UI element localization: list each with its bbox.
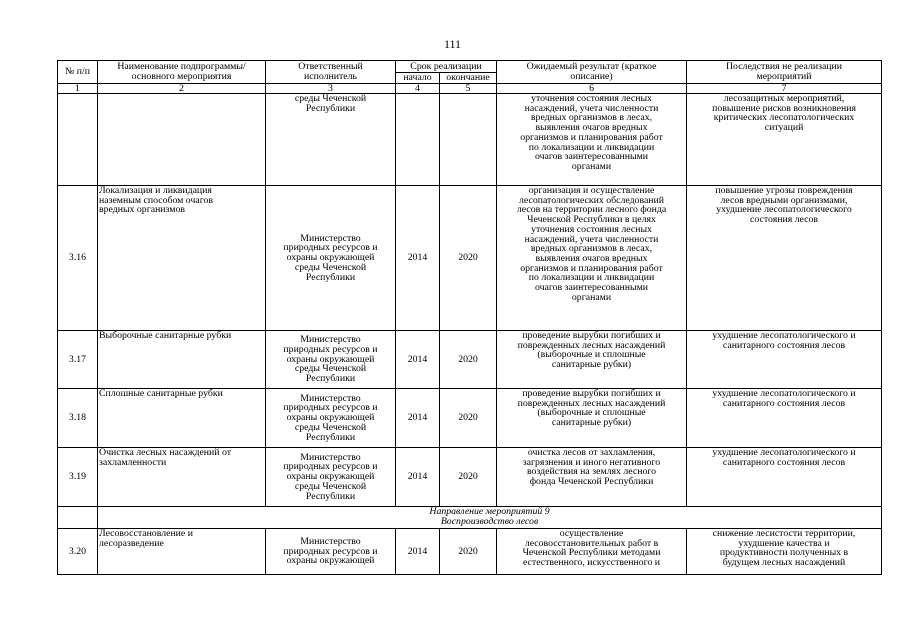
col-number: 4 bbox=[396, 84, 440, 94]
row-result-cell: осуществление лесовосстановительных работ в Чеченской Республики методами естественного, искусственного и bbox=[497, 529, 687, 575]
row-result-cell: очистка лесов от захламления, загрязнения и иного негативного воздействия на землях лесного фонда Чеченской Республики bbox=[497, 448, 687, 507]
table-row bbox=[58, 529, 882, 575]
col-number: 2 bbox=[98, 84, 266, 94]
row-name-cell: Локализация и ликвидация наземным способом очагов вредных организмов bbox=[98, 186, 266, 331]
cont-consequences-cell: лесозащитных мероприятий, повышение рисков возникновения критических лесопатологических ситуаций bbox=[687, 94, 882, 186]
header-row bbox=[58, 61, 882, 73]
column-numbers-row bbox=[58, 84, 882, 94]
row-num-cell: 3.17 bbox=[58, 331, 98, 389]
col-num-header: № п/п bbox=[58, 61, 98, 84]
table-row bbox=[58, 389, 882, 448]
row-end-cell: 2020 bbox=[440, 186, 497, 331]
row-num-cell: 3.18 bbox=[58, 389, 98, 448]
col-number: 6 bbox=[497, 84, 687, 94]
row-resp-cell: Министерство природных ресурсов и охраны окружающей среды Чеченской Республики bbox=[266, 331, 396, 389]
section-row bbox=[58, 507, 882, 529]
row-end-cell: 2020 bbox=[440, 448, 497, 507]
row-name-cell: Выборочные санитарные рубки bbox=[98, 331, 266, 389]
col-name-header: Наименование подпрограммы/ основного мероприятия bbox=[98, 61, 266, 84]
col-start-header: начало bbox=[396, 73, 440, 84]
row-consequences-cell: ухудшение лесопатологического и санитарного состояния лесов bbox=[687, 448, 882, 507]
page-number: 111 bbox=[443, 37, 462, 51]
col-number: 5 bbox=[440, 84, 497, 94]
continuation-row bbox=[58, 94, 882, 186]
section-heading bbox=[98, 507, 882, 529]
row-resp-cell: Министерство природных ресурсов и охраны окружающей bbox=[266, 529, 396, 575]
row-name-cell: Лесовосстановление и лесоразведение bbox=[98, 529, 266, 575]
col-number: 1 bbox=[58, 84, 98, 94]
table-row bbox=[58, 331, 882, 389]
row-consequences-cell: ухудшение лесопатологического и санитарного состояния лесов bbox=[687, 331, 882, 389]
row-num-cell: 3.20 bbox=[58, 529, 98, 575]
col-end-header: окончание bbox=[440, 73, 497, 84]
cont-result-cell: уточнения состояния лесных насаждений, учета численности вредных организмов в лесах, выявления очагов вредных организмов и планирования работ по локализации и ликвидации очагов заинтересованными органами bbox=[497, 94, 687, 186]
col-result-header: Ожидаемый результат (краткое описание) bbox=[497, 61, 687, 84]
col-resp-header: Ответственный исполнитель bbox=[266, 61, 396, 84]
row-start-cell: 2014 bbox=[396, 389, 440, 448]
row-result-cell: проведение вырубки погибших и поврежденных лесных насаждений (выборочные и сплошные санитарные рубки) bbox=[497, 331, 687, 389]
row-num-cell: 3.19 bbox=[58, 448, 98, 507]
col-number: 3 bbox=[266, 84, 396, 94]
section-line2: Воспроизводство лесов bbox=[440, 515, 539, 527]
row-name-cell: Очистка лесных насаждений от захламленности bbox=[98, 448, 266, 507]
col-period-header: Срок реализации bbox=[396, 61, 497, 73]
row-end-cell: 2020 bbox=[440, 389, 497, 448]
cont-resp-cell: среды Чеченской Республики bbox=[266, 94, 396, 186]
row-result-cell: проведение вырубки погибших и поврежденных лесных насаждений (выборочные и сплошные санитарные рубки) bbox=[497, 389, 687, 448]
row-resp-cell: Министерство природных ресурсов и охраны окружающей среды Чеченской Республики bbox=[266, 389, 396, 448]
row-name-cell: Сплошные санитарные рубки bbox=[98, 389, 266, 448]
section-line1: Направление мероприятий 9 bbox=[429, 506, 550, 517]
row-start-cell: 2014 bbox=[396, 448, 440, 507]
row-resp-cell: Министерство природных ресурсов и охраны окружающей среды Чеченской Республики bbox=[266, 186, 396, 331]
row-resp-cell: Министерство природных ресурсов и охраны окружающей среды Чеченской Республики bbox=[266, 448, 396, 507]
measures-table bbox=[57, 60, 882, 575]
row-start-cell: 2014 bbox=[396, 186, 440, 331]
table-row bbox=[58, 186, 882, 331]
row-start-cell: 2014 bbox=[396, 331, 440, 389]
row-start-cell: 2014 bbox=[396, 529, 440, 575]
row-end-cell: 2020 bbox=[440, 529, 497, 575]
row-consequences-cell: ухудшение лесопатологического и санитарного состояния лесов bbox=[687, 389, 882, 448]
row-consequences-cell: повышение угрозы повреждения лесов вредными организмами, ухудшение лесопатологического состояния лесов bbox=[687, 186, 882, 331]
col-number: 7 bbox=[687, 84, 882, 94]
col-consequences-header: Последствия не реализации мероприятий bbox=[687, 61, 882, 84]
row-consequences-cell: снижение лесистости территории, ухудшение качества и продуктивности полученных в будущем лесных насаждений bbox=[687, 529, 882, 575]
table-row bbox=[58, 448, 882, 507]
row-end-cell: 2020 bbox=[440, 331, 497, 389]
row-num-cell: 3.16 bbox=[58, 186, 98, 331]
row-result-cell: организация и осуществление лесопатологических обследований лесов на территории лесного фонда Чеченской Республики в целях уточнения состояния лесных насаждений, учета численности вредных организмов в лесах, выявления очагов вредных организмов и планирования работ по локализации и ликвидации очагов заинтересованными органами bbox=[497, 186, 687, 331]
